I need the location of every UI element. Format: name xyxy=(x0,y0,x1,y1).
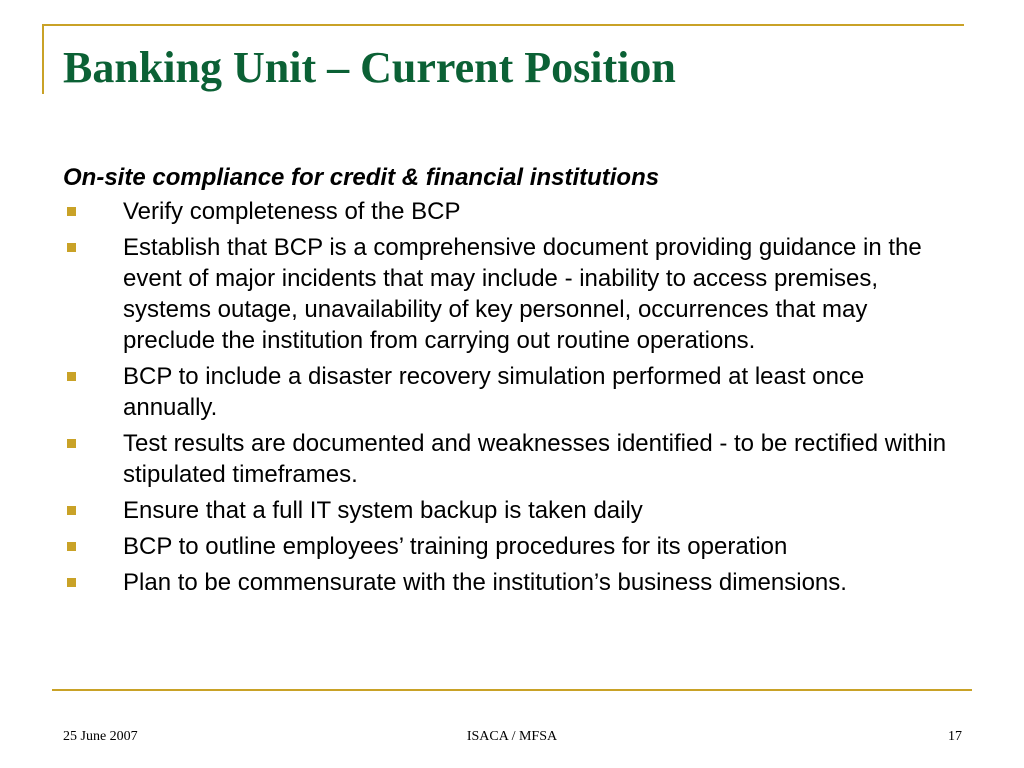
bullet-text: BCP to include a disaster recovery simulation performed at least once annually. xyxy=(123,363,865,421)
square-bullet-icon xyxy=(67,372,76,381)
square-bullet-icon xyxy=(67,506,76,515)
bullet-text: Ensure that a full IT system backup is taken daily xyxy=(123,497,643,524)
section-subheading: On-site compliance for credit & financial institutions xyxy=(63,164,660,191)
bullet-item xyxy=(63,361,963,423)
square-bullet-icon xyxy=(67,207,76,216)
footer-rule xyxy=(52,689,972,691)
bullet-list xyxy=(63,196,963,598)
footer-date: 25 June 2007 xyxy=(63,729,138,744)
top-rule xyxy=(42,24,964,26)
square-bullet-icon xyxy=(67,439,76,448)
bullet-text: Establish that BCP is a comprehensive document providing guidance in the event of major incidents that may include - inability to access premises, systems outage, unavailability of key personnel, occurrences that may preclude the institution from carrying out routine operations. xyxy=(123,234,922,354)
bullet-item xyxy=(63,567,963,598)
square-bullet-icon xyxy=(67,243,76,252)
left-rule xyxy=(42,24,44,94)
bullet-text: Plan to be commensurate with the institution’s business dimensions. xyxy=(123,569,847,596)
slide-body xyxy=(63,162,963,603)
bullet-text: Verify completeness of the BCP xyxy=(123,198,461,225)
bullet-text: BCP to outline employees’ training procedures for its operation xyxy=(123,533,788,560)
bullet-item xyxy=(63,232,963,356)
bullet-item xyxy=(63,531,963,562)
slide-title: Banking Unit – Current Position xyxy=(63,43,676,92)
footer-organization: ISACA / MFSA xyxy=(466,729,558,744)
square-bullet-icon xyxy=(67,578,76,587)
bullet-item xyxy=(63,495,963,526)
bullet-text: Test results are documented and weaknesses identified - to be rectified within stipulated timeframes. xyxy=(123,430,947,488)
square-bullet-icon xyxy=(67,542,76,551)
bullet-item xyxy=(63,196,963,227)
bullet-item xyxy=(63,428,963,490)
page-number: 17 xyxy=(948,729,962,744)
